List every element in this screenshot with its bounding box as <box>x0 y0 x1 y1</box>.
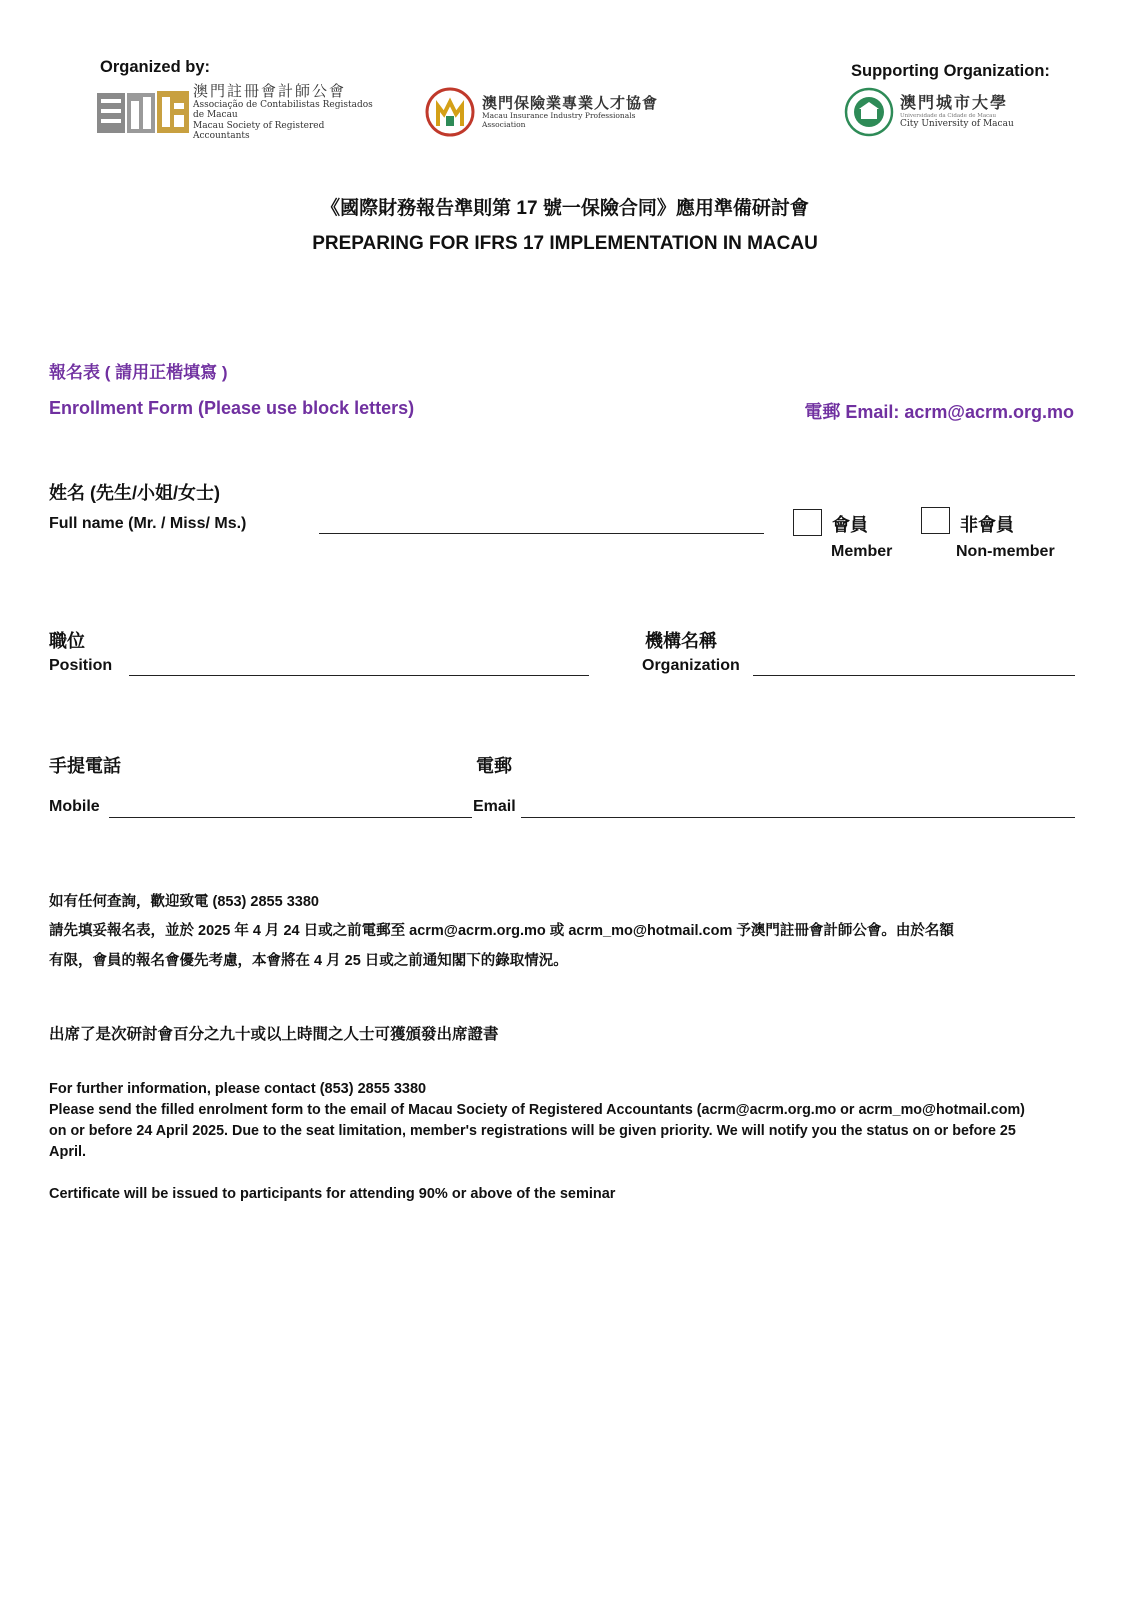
miipa-logo-icon <box>424 86 476 138</box>
member-label-en: Member <box>831 543 893 560</box>
cityu-logo-text-en: City University of Macau <box>900 119 1014 130</box>
non-member-label-zh: 非會員 <box>960 515 1014 535</box>
note-en-submission-line3: April. <box>49 1144 87 1160</box>
email-field[interactable] <box>521 817 1075 818</box>
title-zh: 《國際財務報告準則第 17 號一保險合同》應用準備研討會 <box>321 198 809 219</box>
title-en: PREPARING FOR IFRS 17 IMPLEMENTATION IN MACAU <box>312 233 818 254</box>
non-member-checkbox[interactable] <box>921 507 950 534</box>
miipa-logo <box>424 86 664 138</box>
mobile-label-en: Mobile <box>49 798 100 815</box>
email-label-zh: 電郵 <box>476 756 512 776</box>
organization-label-zh: 機構名稱 <box>645 631 717 651</box>
cityu-logo-text-pt: Universidade da Cidade de Macau <box>900 112 997 119</box>
acrm-logo <box>97 81 382 141</box>
mobile-label-zh: 手提電話 <box>49 756 121 776</box>
miipa-logo-text-en: Macau Insurance Industry Professionals Association <box>482 111 636 129</box>
note-en-certificate: Certificate will be issued to participants for attending 90% or above of the seminar <box>49 1186 616 1202</box>
position-label-en: Position <box>49 657 113 674</box>
note-en-submission-line2: on or before 24 April 2025. Due to the seat limitation, member's registrations will be given priority. We will notify you the status on or before 25 <box>49 1123 1016 1139</box>
note-zh-contact: 如有任何查詢，歡迎致電 (853) 2855 3380 <box>49 894 319 910</box>
full-name-field[interactable] <box>319 533 764 534</box>
member-label-zh: 會員 <box>832 515 868 535</box>
acrm-logo-text-zh: 澳門註冊會計師公會 <box>193 81 347 100</box>
full-name-label-en: Full name (Mr. / Miss/ Ms.) <box>49 515 247 532</box>
position-field[interactable] <box>129 675 589 676</box>
cityu-logo-icon <box>844 87 894 137</box>
contact-email: 電郵 Email: acrm@acrm.org.mo <box>804 402 1074 422</box>
email-label-en: Email <box>473 798 516 815</box>
acrm-logo-text-en: Macau Society of Registered Accountants <box>193 120 325 141</box>
organization-label-en: Organization <box>642 657 740 674</box>
note-zh-submission-line2: 有限，會員的報名會優先考慮，本會將在 4 月 25 日或之前通知閣下的錄取情況。 <box>49 953 568 969</box>
position-label-zh: 職位 <box>49 631 85 651</box>
cityu-logo-text-zh: 澳門城市大學 <box>900 93 1009 113</box>
note-en-contact: For further information, please contact (853) 2855 3380 <box>49 1081 427 1097</box>
full-name-label-zh: 姓名 (先生/小姐/女士) <box>49 483 220 503</box>
note-zh-submission-line1: 請先填妥報名表，並於 2025 年 4 月 24 日或之前電郵至 acrm@acrm.org.mo 或 acrm_mo@hotmail.com 予澳門註冊會計師公會。由於名額 <box>49 923 954 939</box>
note-zh-certificate: 出席了是次研討會百分之九十或以上時間之人士可獲頒發出席證書 <box>49 1026 499 1043</box>
cityu-logo <box>844 86 1044 138</box>
organized-by-label: Organized by: <box>100 58 211 76</box>
non-member-label-en: Non-member <box>956 543 1055 560</box>
member-checkbox[interactable] <box>793 509 822 536</box>
acrm-logo-text-pt: Associação de Contabilistas Registados de Macau <box>193 99 373 121</box>
acrm-logo-icon <box>97 89 189 135</box>
organization-field[interactable] <box>753 675 1075 676</box>
note-en-submission-line1: Please send the filled enrolment form to the email of Macau Society of Registered Accountants (acrm@acrm.org.mo or acrm_mo@hotmail.com) <box>49 1102 1025 1118</box>
mobile-field[interactable] <box>109 817 472 818</box>
form-header-en: Enrollment Form (Please use block letters) <box>49 398 415 418</box>
form-header-zh: 報名表 ( 請用正楷填寫 ) <box>49 363 228 382</box>
supporting-organization-label: Supporting Organization: <box>851 62 1050 80</box>
miipa-logo-text-zh: 澳門保險業專業人才協會 <box>482 93 659 112</box>
